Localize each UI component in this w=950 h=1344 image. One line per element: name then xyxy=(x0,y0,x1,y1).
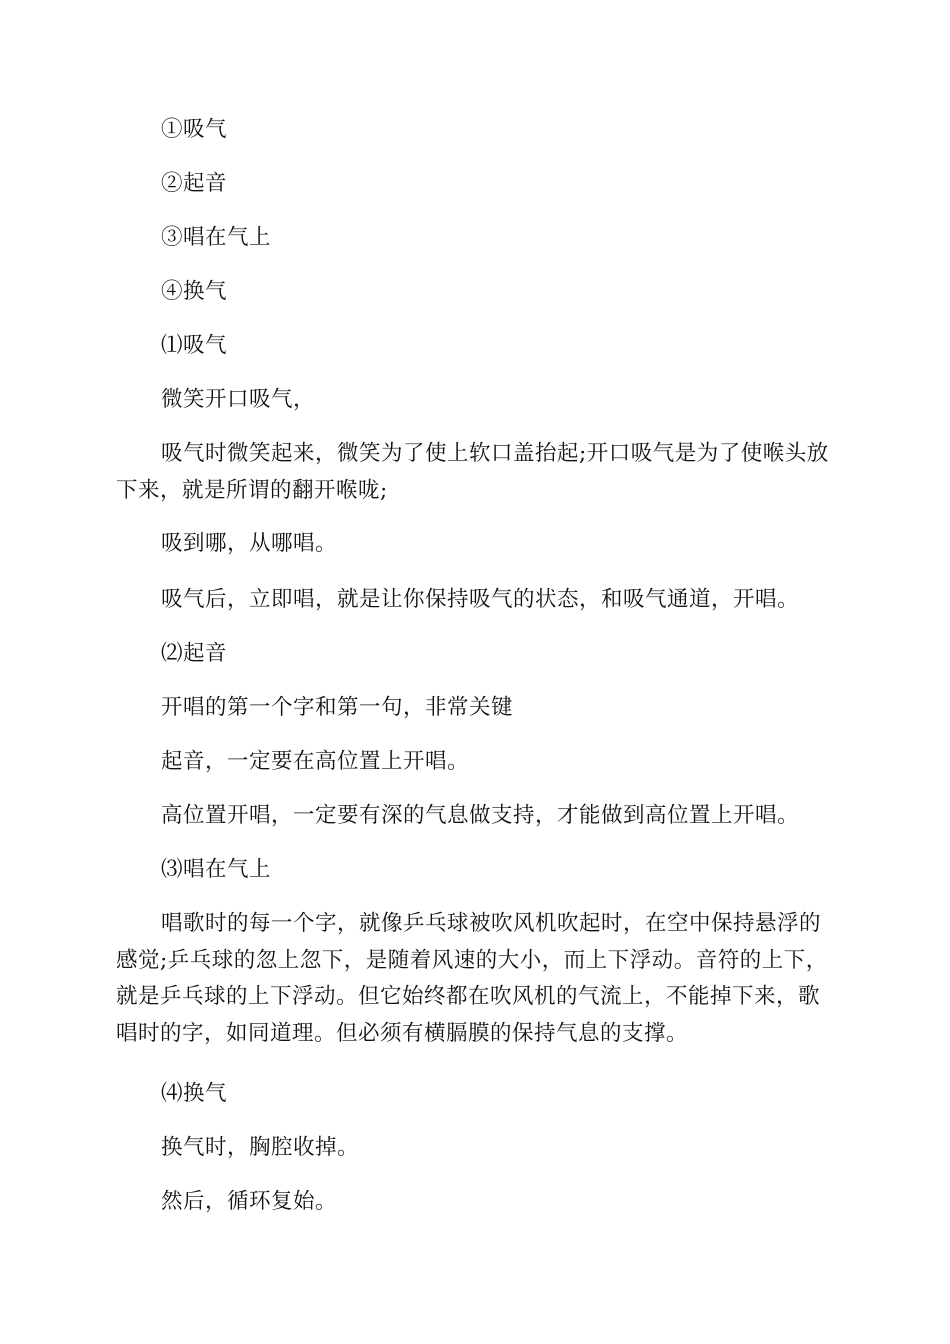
list-item-breath-change: ④换气 xyxy=(161,279,228,304)
paragraph: 微笑开口吸气， xyxy=(161,387,316,412)
paragraph: 然后，循环复始。 xyxy=(161,1189,338,1214)
list-item-sing-on-breath: ③唱在气上 xyxy=(161,225,272,250)
section-heading-onset: ⑵起音 xyxy=(161,641,228,666)
paragraph: 吸气时微笑起来，微笑为了使上软口盖抬起;开口吸气是为了使喉头放下来，就是所谓的翻开喉咙; xyxy=(116,441,829,503)
paragraph: 高位置开唱，一定要有深的气息做支持，才能做到高位置上开唱。 xyxy=(161,803,800,828)
list-item-inhale: ①吸气 xyxy=(161,117,228,142)
paragraph: 吸到哪，从哪唱。 xyxy=(161,531,338,556)
section-heading-breath-change: ⑷换气 xyxy=(161,1081,228,1106)
paragraph: 吸气后，立即唱，就是让你保持吸气的状态，和吸气通道，开唱。 xyxy=(161,587,800,612)
paragraph: 起音，一定要在高位置上开唱。 xyxy=(161,749,470,774)
section-heading-sing-on-breath: ⑶唱在气上 xyxy=(161,857,272,882)
list-item-onset: ②起音 xyxy=(161,171,228,196)
paragraph: 换气时，胸腔收掉。 xyxy=(161,1135,360,1160)
paragraph: 开唱的第一个字和第一句，非常关键 xyxy=(161,695,514,720)
section-heading-inhale: ⑴吸气 xyxy=(161,333,228,358)
paragraph: 唱歌时的每一个字，就像乒乓球被吹风机吹起时，在空中保持悬浮的感觉;乒乓球的忽上忽下，是随着风速的大小，而上下浮动。音符的上下，就是乒乓球的上下浮动。但它始终都在吹风机的气流上，不能掉下来，歌唱时的字，如同道理。但必须有横膈膜的保持气息的支撑。 xyxy=(116,911,828,1046)
